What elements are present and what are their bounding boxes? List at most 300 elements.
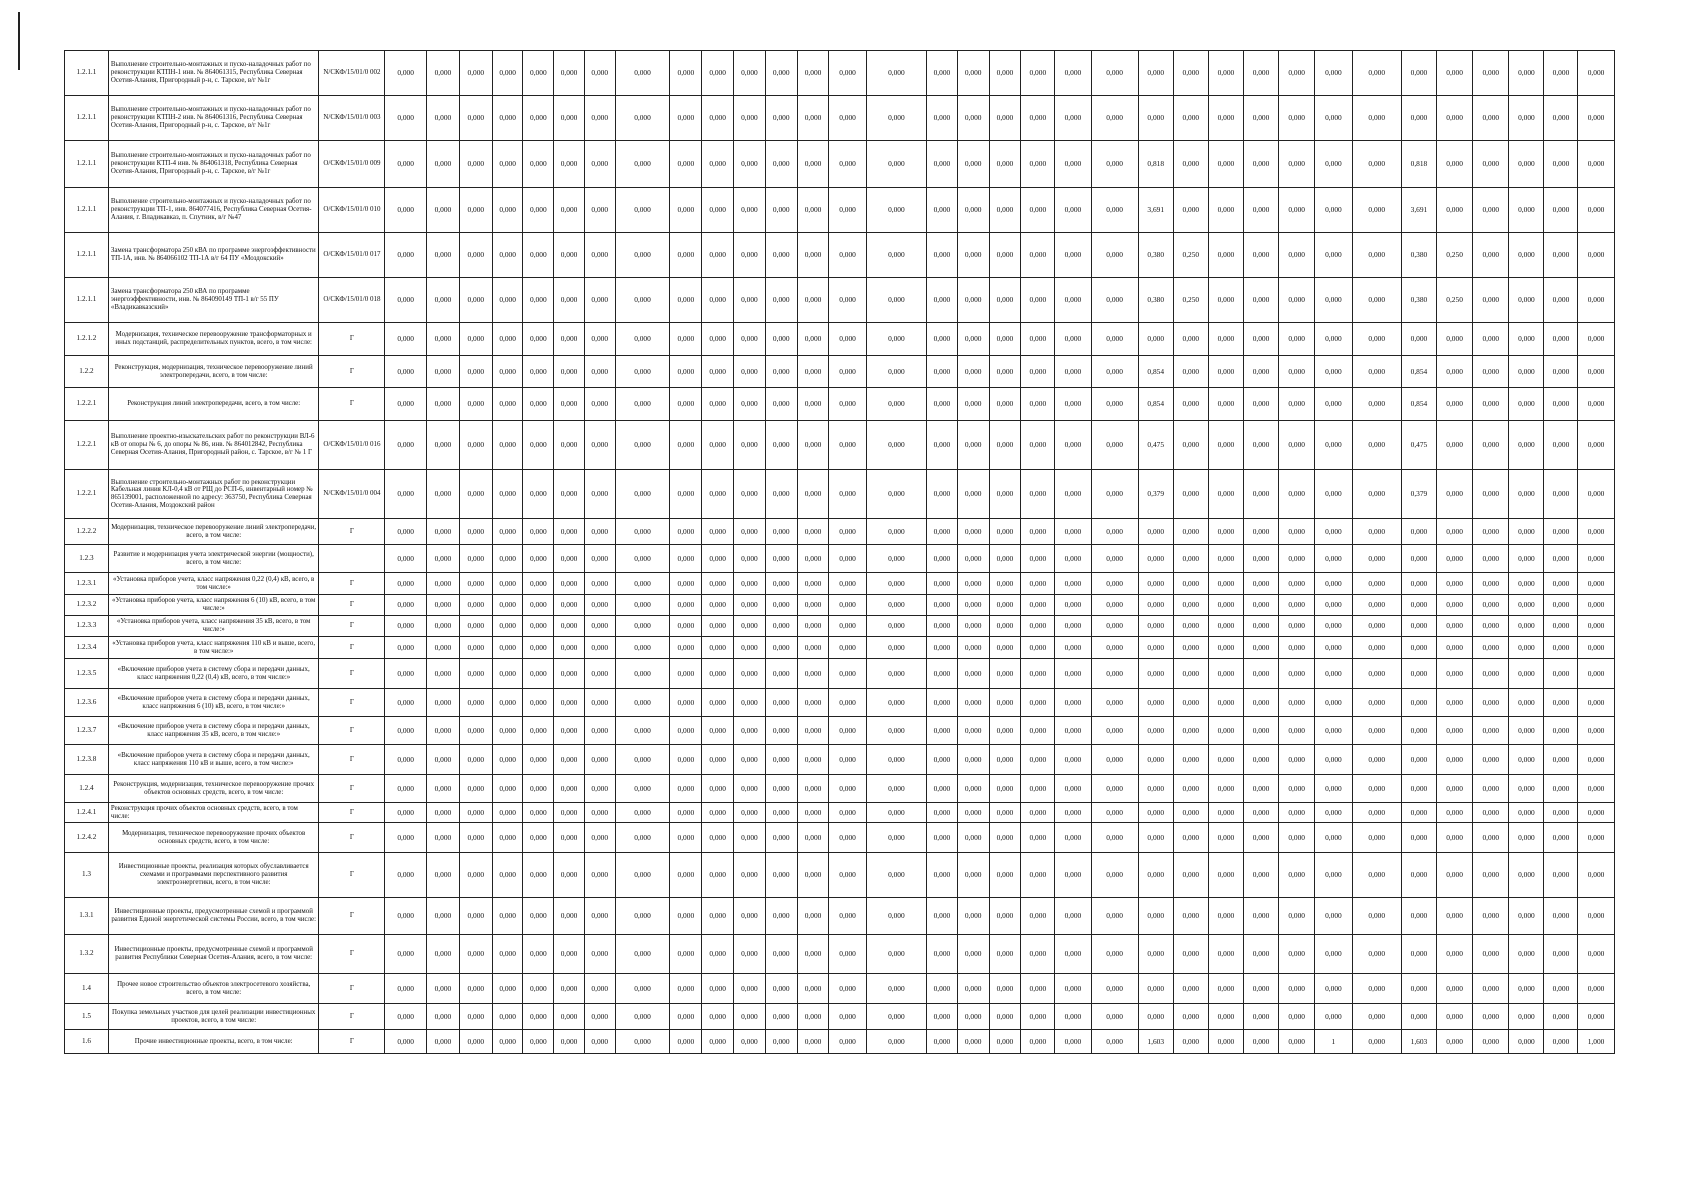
value-cell: 0,000 <box>385 1030 427 1054</box>
value-cell: 0,000 <box>1021 323 1055 356</box>
value-cell: 0,000 <box>1208 853 1243 898</box>
value-cell: 0,000 <box>797 717 829 745</box>
value-cell: 0,000 <box>459 470 492 519</box>
value-cell: 0,000 <box>734 233 766 278</box>
value-cell: 0,000 <box>459 1030 492 1054</box>
value-cell: 0,000 <box>866 853 926 898</box>
value-cell: 0,000 <box>797 51 829 96</box>
value-cell: 0,000 <box>1509 278 1544 323</box>
value-cell: 0,000 <box>1208 775 1243 803</box>
value-cell: 0,000 <box>1401 823 1436 853</box>
value-cell: 0,000 <box>1279 1004 1315 1030</box>
value-cell: 0,000 <box>584 637 615 659</box>
value-cell: 0,000 <box>1279 935 1315 974</box>
value-cell: 0,000 <box>1473 717 1509 745</box>
row-number-cell: 1.2.1.1 <box>65 233 109 278</box>
row-number-cell: 1.6 <box>65 1030 109 1054</box>
value-cell: 0,000 <box>459 323 492 356</box>
value-cell: 0,000 <box>1473 51 1509 96</box>
value-cell: 0,000 <box>1544 935 1578 974</box>
value-cell: 0,000 <box>797 775 829 803</box>
value-cell: 0,000 <box>385 595 427 616</box>
value-cell: 0,000 <box>1544 188 1578 233</box>
value-cell: 0,000 <box>1091 356 1138 388</box>
value-cell: 0,000 <box>797 898 829 935</box>
row-code-cell: O/СКФ/15/01/0 018 <box>319 278 385 323</box>
value-cell: 0,000 <box>797 803 829 823</box>
value-cell: 0,000 <box>989 717 1021 745</box>
value-cell: 0,000 <box>385 616 427 637</box>
value-cell: 0,000 <box>1473 233 1509 278</box>
value-cell: 0,000 <box>1173 717 1208 745</box>
value-cell: 0,000 <box>554 595 585 616</box>
value-cell: 0,000 <box>1091 803 1138 823</box>
value-cell: 0,000 <box>829 388 866 421</box>
value-cell: 0,000 <box>1509 745 1544 775</box>
value-cell: 0,000 <box>797 823 829 853</box>
value-cell: 0,000 <box>702 323 734 356</box>
value-cell: 0,000 <box>927 689 958 717</box>
value-cell: 0,000 <box>866 898 926 935</box>
value-cell: 0,000 <box>829 519 866 545</box>
value-cell: 0,000 <box>385 573 427 595</box>
value-cell: 0,000 <box>426 689 459 717</box>
value-cell: 0,000 <box>523 823 554 853</box>
value-cell: 0,000 <box>702 519 734 545</box>
value-cell: 0,000 <box>1138 659 1173 689</box>
value-cell: 0,000 <box>492 803 523 823</box>
value-cell: 0,000 <box>1173 659 1208 689</box>
value-cell: 0,000 <box>1401 717 1436 745</box>
value-cell: 0,000 <box>459 519 492 545</box>
value-cell: 0,000 <box>702 974 734 1004</box>
value-cell: 0,000 <box>385 775 427 803</box>
value-cell: 0,000 <box>554 545 585 573</box>
value-cell: 0,000 <box>829 637 866 659</box>
value-cell: 0,000 <box>1021 470 1055 519</box>
value-cell: 0,000 <box>1315 616 1352 637</box>
value-cell: 0,000 <box>584 470 615 519</box>
value-cell: 0,000 <box>492 96 523 141</box>
value-cell: 0,000 <box>797 470 829 519</box>
value-cell: 0,000 <box>1473 745 1509 775</box>
row-code-cell: Г <box>319 659 385 689</box>
value-cell: 0,000 <box>615 141 670 188</box>
value-cell: 0,000 <box>1173 803 1208 823</box>
value-cell: 0,000 <box>523 775 554 803</box>
value-cell: 0,000 <box>1437 898 1473 935</box>
value-cell: 3,691 <box>1138 188 1173 233</box>
value-cell: 0,000 <box>670 974 702 1004</box>
value-cell: 0,000 <box>1173 689 1208 717</box>
value-cell: 0,000 <box>797 974 829 1004</box>
row-number-cell: 1.2.3.2 <box>65 595 109 616</box>
value-cell: 0,000 <box>584 356 615 388</box>
value-cell: 0,000 <box>765 141 797 188</box>
value-cell: 0,000 <box>426 388 459 421</box>
value-cell: 0,000 <box>734 659 766 689</box>
value-cell: 0,000 <box>1509 470 1544 519</box>
value-cell: 0,000 <box>426 141 459 188</box>
value-cell: 0,000 <box>765 717 797 745</box>
value-cell: 0,000 <box>1091 278 1138 323</box>
value-cell: 0,000 <box>765 356 797 388</box>
value-cell: 0,000 <box>1279 659 1315 689</box>
value-cell: 0,000 <box>765 898 797 935</box>
value-cell: 0,000 <box>1473 616 1509 637</box>
value-cell: 0,000 <box>492 188 523 233</box>
value-cell: 0,000 <box>1437 96 1473 141</box>
value-cell: 0,000 <box>957 898 989 935</box>
value-cell: 0,000 <box>670 545 702 573</box>
value-cell: 0,000 <box>492 853 523 898</box>
value-cell: 0,000 <box>765 188 797 233</box>
value-cell: 0,000 <box>957 388 989 421</box>
value-cell: 0,000 <box>1138 935 1173 974</box>
value-cell: 0,854 <box>1138 356 1173 388</box>
value-cell: 0,000 <box>1021 233 1055 278</box>
value-cell: 0,000 <box>765 595 797 616</box>
value-cell: 0,000 <box>1509 898 1544 935</box>
value-cell: 0,000 <box>1544 388 1578 421</box>
value-cell: 0,000 <box>1544 595 1578 616</box>
value-cell: 0,000 <box>957 141 989 188</box>
value-cell: 0,000 <box>385 233 427 278</box>
value-cell: 0,000 <box>426 545 459 573</box>
value-cell: 0,000 <box>523 388 554 421</box>
row-description-cell: «Включение приборов учета в систему сбора и передачи данных, класс напряжения 6 (10) кВ, всего, в том числе:» <box>108 689 319 717</box>
value-cell: 0,000 <box>1509 519 1544 545</box>
value-cell: 0,000 <box>615 573 670 595</box>
value-cell: 0,000 <box>957 935 989 974</box>
row-description-cell: «Установка приборов учета, класс напряжения 0,22 (0,4) кВ, всего, в том числе:» <box>108 573 319 595</box>
value-cell: 0,000 <box>1243 803 1278 823</box>
value-cell: 0,000 <box>492 974 523 1004</box>
value-cell: 0,000 <box>1315 96 1352 141</box>
value-cell: 0,000 <box>554 1004 585 1030</box>
value-cell: 0,000 <box>670 573 702 595</box>
value-cell: 0,000 <box>523 1004 554 1030</box>
value-cell: 0,000 <box>1173 595 1208 616</box>
value-cell: 0,000 <box>1279 573 1315 595</box>
value-cell: 0,000 <box>1173 388 1208 421</box>
row-code-cell: O/СКФ/15/01/0 009 <box>319 141 385 188</box>
value-cell: 0,000 <box>554 974 585 1004</box>
value-cell: 0,000 <box>554 637 585 659</box>
value-cell: 0,000 <box>1352 898 1401 935</box>
value-cell: 0,000 <box>927 616 958 637</box>
value-cell: 0,000 <box>1243 823 1278 853</box>
value-cell: 0,000 <box>492 51 523 96</box>
value-cell: 0,000 <box>1091 637 1138 659</box>
value-cell: 0,000 <box>1243 637 1278 659</box>
value-cell: 0,000 <box>615 803 670 823</box>
table-row <box>65 616 1615 637</box>
value-cell: 0,000 <box>1055 935 1091 974</box>
value-cell: 0,000 <box>492 775 523 803</box>
value-cell: 0,000 <box>797 545 829 573</box>
value-cell: 0,000 <box>492 1004 523 1030</box>
table-row <box>65 823 1615 853</box>
value-cell: 0,000 <box>1021 935 1055 974</box>
value-cell: 0,000 <box>1243 616 1278 637</box>
value-cell: 0,000 <box>1544 717 1578 745</box>
value-cell: 0,000 <box>1208 595 1243 616</box>
row-number-cell: 1.2.3.6 <box>65 689 109 717</box>
value-cell: 0,000 <box>829 935 866 974</box>
row-code-cell: Г <box>319 853 385 898</box>
value-cell: 0,000 <box>1021 616 1055 637</box>
value-cell: 0,000 <box>866 637 926 659</box>
value-cell: 0,000 <box>1544 51 1578 96</box>
value-cell: 0,000 <box>797 935 829 974</box>
value-cell: 0,380 <box>1401 233 1436 278</box>
value-cell: 0,000 <box>1578 96 1614 141</box>
value-cell: 0,000 <box>426 323 459 356</box>
value-cell: 0,000 <box>1021 659 1055 689</box>
value-cell: 0,000 <box>927 388 958 421</box>
value-cell: 0,000 <box>1352 717 1401 745</box>
row-code-cell: Г <box>319 717 385 745</box>
value-cell: 0,000 <box>1315 278 1352 323</box>
value-cell: 0,000 <box>989 545 1021 573</box>
value-cell: 0,000 <box>1173 853 1208 898</box>
value-cell: 0,000 <box>1055 278 1091 323</box>
row-description-cell: Покупка земельных участков для целей реализации инвестиционных проектов, всего, в том числе: <box>108 1004 319 1030</box>
value-cell: 0,000 <box>1055 898 1091 935</box>
value-cell: 0,000 <box>829 545 866 573</box>
row-description-cell: «Установка приборов учета, класс напряжения 6 (10) кВ, всего, в том числе:» <box>108 595 319 616</box>
table-row <box>65 637 1615 659</box>
value-cell: 0,000 <box>523 898 554 935</box>
value-cell: 0,000 <box>523 935 554 974</box>
row-description-cell: Замена трансформатора 250 кВА по программе энергоэффективности, инв. № 864090149 ТП-1 в/г 55 ПУ «Владикавказский» <box>108 278 319 323</box>
value-cell: 0,000 <box>1473 775 1509 803</box>
value-cell: 0,000 <box>1473 323 1509 356</box>
value-cell: 0,000 <box>957 545 989 573</box>
value-cell: 0,000 <box>1279 637 1315 659</box>
value-cell: 0,000 <box>1091 141 1138 188</box>
value-cell: 0,000 <box>554 356 585 388</box>
value-cell: 0,000 <box>1173 141 1208 188</box>
value-cell: 0,000 <box>1138 803 1173 823</box>
value-cell: 0,000 <box>1091 935 1138 974</box>
value-cell: 0,818 <box>1401 141 1436 188</box>
value-cell: 0,000 <box>426 1030 459 1054</box>
value-cell: 0,000 <box>459 141 492 188</box>
value-cell: 0,000 <box>554 898 585 935</box>
value-cell: 0,000 <box>1279 898 1315 935</box>
value-cell: 0,000 <box>554 717 585 745</box>
value-cell: 0,000 <box>1055 717 1091 745</box>
value-cell: 0,000 <box>1315 775 1352 803</box>
value-cell: 0,000 <box>1352 659 1401 689</box>
value-cell: 0,000 <box>459 595 492 616</box>
value-cell: 0,000 <box>1578 974 1614 1004</box>
value-cell: 0,000 <box>459 1004 492 1030</box>
value-cell: 0,000 <box>1544 323 1578 356</box>
value-cell: 0,000 <box>1173 637 1208 659</box>
value-cell: 0,250 <box>1173 278 1208 323</box>
value-cell: 0,000 <box>1208 278 1243 323</box>
row-description-cell: Выполнение строительно-монтажных и пуско-наладочных работ по реконструкции КТП-4 инв. № 864061318, Республика Северная Осетия-Алания, Пригородный р-н, с. Тарское, в/г №1г <box>108 141 319 188</box>
value-cell: 0,000 <box>1138 96 1173 141</box>
value-cell: 0,854 <box>1138 388 1173 421</box>
value-cell: 0,000 <box>1315 637 1352 659</box>
row-description-cell: Выполнение строительно-монтажных и пуско-наладочных работ по реконструкции КТПН-1 инв. № 864061315, Республика Северная Осетия-Алания, Пригородный р-н, с. Тарское, в/г №1г <box>108 51 319 96</box>
value-cell: 0,000 <box>866 519 926 545</box>
value-cell: 0,000 <box>1509 188 1544 233</box>
value-cell: 0,380 <box>1138 233 1173 278</box>
value-cell: 0,000 <box>797 637 829 659</box>
value-cell: 0,000 <box>1315 388 1352 421</box>
value-cell: 0,000 <box>1173 545 1208 573</box>
value-cell: 0,000 <box>1401 689 1436 717</box>
row-code-cell: Г <box>319 573 385 595</box>
value-cell: 0,000 <box>615 935 670 974</box>
value-cell: 0,000 <box>734 545 766 573</box>
row-number-cell: 1.2.2.1 <box>65 388 109 421</box>
value-cell: 0,000 <box>385 470 427 519</box>
value-cell: 0,000 <box>523 853 554 898</box>
table-row <box>65 573 1615 595</box>
value-cell: 0,000 <box>492 545 523 573</box>
value-cell: 0,000 <box>1437 388 1473 421</box>
value-cell: 0,000 <box>1509 823 1544 853</box>
value-cell: 0,000 <box>1091 717 1138 745</box>
value-cell: 0,000 <box>459 233 492 278</box>
value-cell: 0,000 <box>989 595 1021 616</box>
value-cell: 0,000 <box>734 356 766 388</box>
value-cell: 0,000 <box>829 974 866 1004</box>
value-cell: 0,000 <box>1173 1030 1208 1054</box>
value-cell: 0,000 <box>523 233 554 278</box>
row-code-cell: N/СКФ/15/01/0 004 <box>319 470 385 519</box>
value-cell: 0,000 <box>702 573 734 595</box>
value-cell: 0,000 <box>1055 689 1091 717</box>
value-cell: 0,000 <box>1437 356 1473 388</box>
value-cell: 0,000 <box>523 745 554 775</box>
value-cell: 0,000 <box>957 803 989 823</box>
value-cell: 0,000 <box>1279 356 1315 388</box>
value-cell: 0,000 <box>1055 233 1091 278</box>
value-cell: 0,000 <box>866 323 926 356</box>
value-cell: 0,000 <box>1473 853 1509 898</box>
value-cell: 0,000 <box>554 96 585 141</box>
row-code-cell: Г <box>319 388 385 421</box>
value-cell: 0,000 <box>385 898 427 935</box>
value-cell: 0,000 <box>1315 823 1352 853</box>
row-code-cell: Г <box>319 1004 385 1030</box>
value-cell: 0,000 <box>426 278 459 323</box>
value-cell: 0,000 <box>1208 51 1243 96</box>
value-cell: 0,000 <box>615 188 670 233</box>
value-cell: 0,000 <box>615 974 670 1004</box>
value-cell: 0,000 <box>523 1030 554 1054</box>
value-cell: 0,000 <box>584 51 615 96</box>
value-cell: 0,000 <box>385 637 427 659</box>
value-cell: 0,000 <box>492 637 523 659</box>
value-cell: 0,000 <box>385 51 427 96</box>
value-cell: 0,000 <box>1208 717 1243 745</box>
value-cell: 0,000 <box>385 717 427 745</box>
table-row <box>65 935 1615 974</box>
value-cell: 0,000 <box>1401 595 1436 616</box>
value-cell: 0,000 <box>1352 233 1401 278</box>
value-cell: 0,000 <box>797 689 829 717</box>
value-cell: 0,000 <box>734 803 766 823</box>
value-cell: 0,000 <box>1544 545 1578 573</box>
value-cell: 0,000 <box>1315 1004 1352 1030</box>
value-cell: 0,000 <box>1243 421 1278 470</box>
value-cell: 0,000 <box>1315 421 1352 470</box>
value-cell: 0,000 <box>615 595 670 616</box>
value-cell: 3,691 <box>1401 188 1436 233</box>
value-cell: 0,000 <box>385 188 427 233</box>
value-cell: 0,000 <box>765 51 797 96</box>
value-cell: 0,000 <box>1091 233 1138 278</box>
value-cell: 0,000 <box>1437 717 1473 745</box>
value-cell: 0,000 <box>1055 853 1091 898</box>
value-cell: 0,000 <box>1578 519 1614 545</box>
value-cell: 0,000 <box>1473 898 1509 935</box>
value-cell: 0,000 <box>1138 323 1173 356</box>
value-cell: 0,000 <box>1091 545 1138 573</box>
value-cell: 0,380 <box>1138 278 1173 323</box>
row-number-cell: 1.2.4.2 <box>65 823 109 853</box>
value-cell: 0,000 <box>1055 356 1091 388</box>
value-cell: 0,000 <box>1509 935 1544 974</box>
value-cell: 0,000 <box>1578 356 1614 388</box>
value-cell: 0,000 <box>492 616 523 637</box>
value-cell: 0,000 <box>554 803 585 823</box>
value-cell: 0,000 <box>554 421 585 470</box>
value-cell: 0,000 <box>554 935 585 974</box>
table-sheet <box>64 50 1614 1054</box>
value-cell: 0,000 <box>584 278 615 323</box>
value-cell: 0,000 <box>765 323 797 356</box>
value-cell: 0,000 <box>829 278 866 323</box>
row-number-cell: 1.2.3.1 <box>65 573 109 595</box>
value-cell: 0,000 <box>989 573 1021 595</box>
value-cell: 0,000 <box>866 823 926 853</box>
value-cell: 0,000 <box>797 141 829 188</box>
value-cell: 0,000 <box>385 278 427 323</box>
value-cell: 0,000 <box>866 188 926 233</box>
value-cell: 0,000 <box>1279 745 1315 775</box>
value-cell: 0,000 <box>1021 356 1055 388</box>
value-cell: 0,475 <box>1401 421 1436 470</box>
value-cell: 0,000 <box>1315 573 1352 595</box>
value-cell: 0,000 <box>1243 323 1278 356</box>
value-cell: 0,000 <box>1352 935 1401 974</box>
value-cell: 0,000 <box>1473 519 1509 545</box>
value-cell: 0,000 <box>957 689 989 717</box>
value-cell: 0,000 <box>1509 323 1544 356</box>
value-cell: 0,000 <box>523 188 554 233</box>
value-cell: 0,000 <box>1208 659 1243 689</box>
value-cell: 0,000 <box>1315 659 1352 689</box>
value-cell: 0,000 <box>1352 745 1401 775</box>
value-cell: 0,000 <box>1352 519 1401 545</box>
value-cell: 0,000 <box>989 616 1021 637</box>
value-cell: 0,000 <box>670 519 702 545</box>
value-cell: 0,000 <box>1352 974 1401 1004</box>
value-cell: 0,000 <box>866 717 926 745</box>
row-number-cell: 1.3.1 <box>65 898 109 935</box>
value-cell: 0,000 <box>1021 974 1055 1004</box>
value-cell: 0,000 <box>1173 188 1208 233</box>
